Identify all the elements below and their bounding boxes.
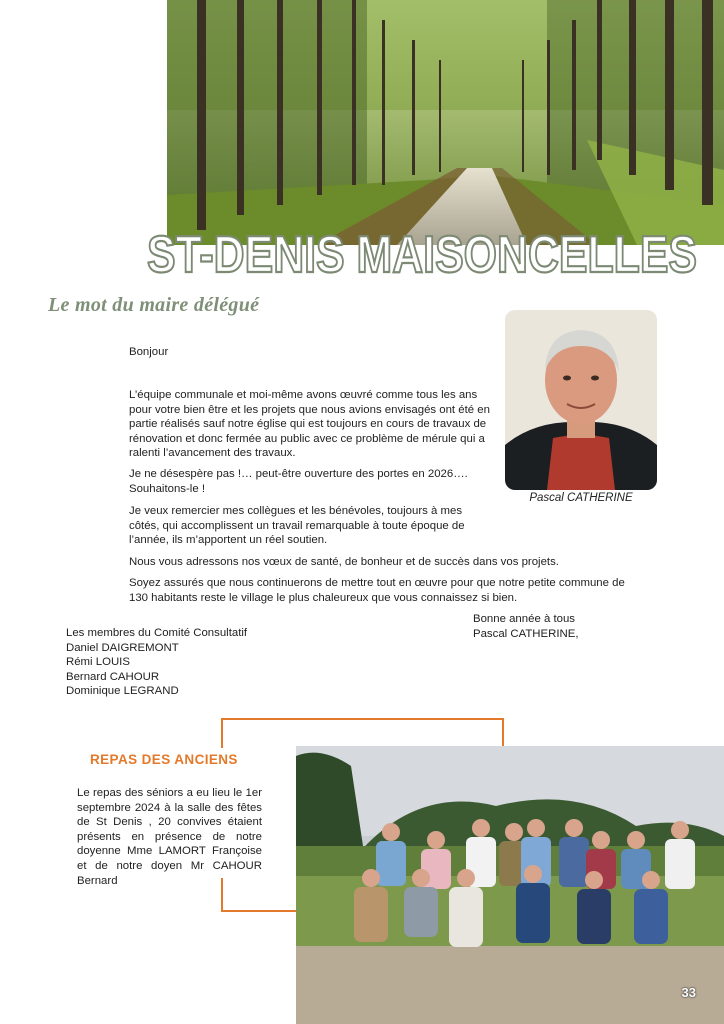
page-number: 33 [681, 985, 696, 1000]
signoff-line-2: Pascal CATHERINE, [473, 627, 579, 640]
letter-paragraph-1: L’équipe communale et moi-même avons œuvré comme tous les ans pour votre bien être et les projets que nous avions envisagés ont été en partie réalisés sauf notre église qui est toujours en cours de travaux de rénovation et donc fermée au public avec ce problème de mérule qui a ralenti l’avancement des travaux. [129, 389, 490, 459]
town-name-text: ST-DENIS MAISONCELLES [147, 226, 697, 282]
letter-paragraph-5: Soyez assurés que nous continuerons de mettre tout en œuvre pour que notre petite commune de 130 habitants reste le village le plus chaleureux que vous connaissez si bien. [129, 577, 625, 604]
frame-line [221, 718, 223, 748]
committee-member: Dominique LEGRAND [66, 685, 179, 697]
section-title: Le mot du maire délégué [48, 294, 260, 316]
committee-member: Bernard CAHOUR [66, 670, 160, 683]
town-name-heading [142, 220, 702, 282]
letter-paragraph-2: Je ne désespère pas !… peut-être ouverture des portes en 2026…. Souhaitons-le ! [129, 468, 468, 495]
repas-text: Le repas des séniors a eu lieu le 1er septembre 2024 à la salle des fêtes de St Denis , 20 convives étaient présents en présence de notre doyenne Mme LAMORT Françoise et de notre doyen Mr CAHOUR Bernard [77, 787, 262, 887]
committee-heading: Les membres du Comité Consultatif [66, 627, 248, 639]
forest-road-photo [167, 0, 724, 245]
mayor-portrait [505, 310, 657, 490]
committee-member: Rémi LOUIS [66, 656, 130, 668]
letter-signoff [473, 612, 579, 641]
group-photo [296, 746, 724, 1024]
repas-title: REPAS DES ANCIENS [90, 752, 238, 767]
frame-line [502, 718, 504, 748]
letter-greeting: Bonjour [129, 346, 169, 358]
portrait-caption: Pascal CATHERINE [529, 492, 633, 504]
committee-list [66, 626, 247, 699]
frame-line [221, 718, 504, 720]
letter-paragraph-3: Je veux remercier mes collègues et les bénévoles, toujours à mes côtés, qui accomplissent un travail remarquable à toute époque de l’année, ils m’apportent un réel soutien. [129, 505, 465, 546]
letter-paragraph-4: Nous vous adressons nos vœux de santé, de bonheur et de succès dans vos projets. [129, 556, 559, 568]
frame-line [221, 910, 297, 912]
committee-member: Daniel DAIGREMONT [66, 641, 179, 654]
signoff-line-1: Bonne année à tous [473, 613, 575, 625]
